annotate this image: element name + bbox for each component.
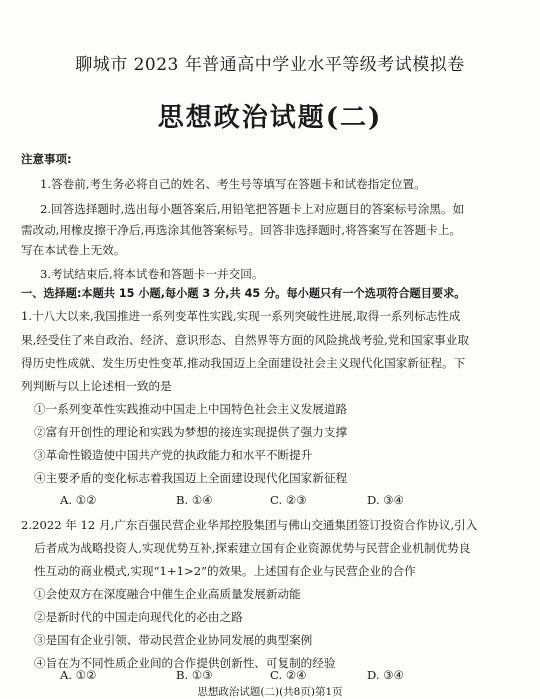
question-1-statement-4: ④主要矛盾的变化标志着我国迈上全面建设现代化国家新征程: [34, 471, 348, 485]
question-1-stem-line-3: 得历史性成就、发生历史性变革,推动我国迈上全面建设社会主义现代化国家新征程。下: [21, 356, 466, 370]
question-2-option-c[interactable]: C. ②④: [270, 668, 307, 682]
question-2-statement-2: ②是新时代的中国走向现代化的必由之路: [34, 610, 243, 624]
question-2-stem-line-3: 性互动的商业模式,实现“1+1>2”的效果。上述国有企业与民营企业的合作: [34, 564, 416, 578]
question-1-option-a[interactable]: A. ①②: [60, 493, 97, 507]
question-2-statement-1: ①会使双方在深度融合中催生企业高质量发展新动能: [34, 587, 301, 601]
question-1-stem-line-2: 果,经受住了来自政治、经济、意识形态、自然界等方面的风险挑战考验,党和国家事业取: [21, 333, 469, 347]
notice-item-2-line-2: 需改动,用橡皮擦干净后,再选涂其他答案标号。回答非选择题时,将答案写在答题卡上。: [21, 223, 462, 237]
question-2-option-d[interactable]: D. ③④: [367, 668, 405, 682]
question-1-stem-line-1: 1.十八大以来,我国推进一系列变革性实践,实现一系列突破性进展,取得一系列标志性成: [21, 309, 461, 323]
question-1-option-c[interactable]: C. ②③: [270, 493, 307, 507]
section-heading: 一、选择题:本题共 15 小题,每小题 3 分,共 45 分。每小题只有一个选项符合题目要求。: [21, 287, 466, 300]
question-1-option-d[interactable]: D. ③④: [367, 493, 405, 507]
notice-item-1: 1.答卷前,考生务必将自己的姓名、考生号等填写在答题卡和试卷指定位置。: [40, 177, 426, 191]
page-footer: 思想政治试题(二)(共8页)第1页: [197, 686, 343, 698]
question-1-statement-2: ②富有开创性的理论和实践为梦想的接连实现提供了强力支撑: [34, 425, 348, 439]
notice-item-2-line-1: 2.回答选择题时,选出每小题答案后,用铅笔把答题卡上对应题目的答案标号涂黑。如: [40, 202, 465, 216]
notice-heading: 注意事项:: [21, 152, 72, 166]
notice-item-3: 3.考试结束后,将本试卷和答题卡一并交回。: [40, 267, 264, 281]
exam-subtitle: 聊城市 2023 年普通高中学业水平等级考试模拟卷: [75, 55, 465, 75]
question-1-statement-3: ③革命性锻造使中国共产党的执政能力和水平不断提升: [34, 448, 313, 462]
notice-item-2-line-3: 写在本试卷上无效。: [21, 243, 126, 257]
exam-title: 思想政治试题(二): [157, 103, 383, 133]
question-2-statement-4: ④旨在为不同性质企业间的合作提供创新性、可复制的经验: [34, 656, 336, 670]
question-2-stem-line-2: 后者成为战略投资人,实现优势互补,探索建立国有企业资源优势与民营企业机制优势良: [34, 541, 471, 555]
question-2-stem-line-1: 2.2022 年 12 月,广东百强民营企业华邦控股集团与佛山交通集团签订投资合作协议,引入: [21, 518, 478, 532]
question-1-stem-line-4: 列判断与以上论述相一致的是: [21, 379, 172, 393]
question-1-statement-1: ①一系列变革性实践推动中国走上中国特色社会主义发展道路: [34, 402, 348, 416]
question-2-option-b[interactable]: B. ①③: [176, 668, 213, 682]
question-1-option-b[interactable]: B. ①④: [176, 493, 213, 507]
question-2-statement-3: ③是国有企业引领、带动民营企业协同发展的典型案例: [34, 633, 313, 647]
question-2-option-a[interactable]: A. ①②: [60, 668, 97, 682]
